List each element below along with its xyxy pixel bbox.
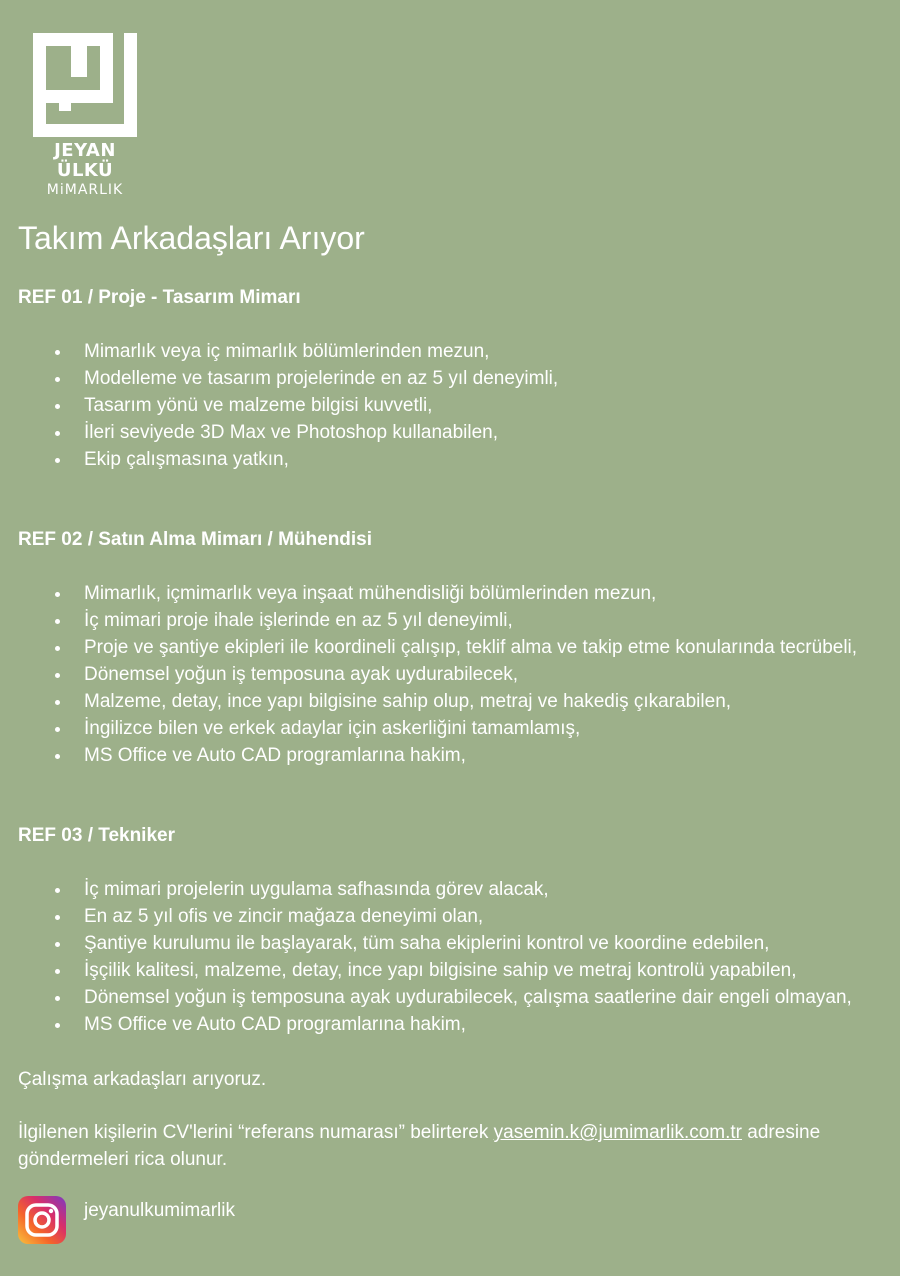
closing-text: Çalışma arkadaşları arıyoruz. (18, 1069, 267, 1090)
list-item: Proje ve şantiye ekipleri ile koordineli çalışıp, teklif alma ve takip etme konularında tecrübeli, (84, 634, 893, 661)
list-item: İleri seviyede 3D Max ve Photoshop kullanabilen, (84, 419, 893, 446)
company-logo (33, 33, 137, 199)
list-item: İngilizce bilen ve erkek adaylar için askerliğini tamamlamış, (84, 715, 893, 742)
list-item: Dönemsel yoğun iş temposuna ayak uydurabilecek, (84, 661, 893, 688)
apply-instructions (18, 1119, 878, 1173)
email-link[interactable]: yasemin.k@jumimarlik.com.tr (493, 1122, 743, 1143)
job-section-ref-02 (18, 528, 893, 769)
list-item: Şantiye kurulumu ile başlayarak, tüm saha ekiplerini kontrol ve koordine edebilen, (84, 930, 893, 957)
requirements-list (18, 338, 893, 473)
list-item: MS Office ve Auto CAD programlarına hakim, (84, 1011, 893, 1038)
apply-text-before: İlgilenen kişilerin CV'lerini “referans numarası” belirterek (18, 1122, 494, 1143)
apply-text-after: adresine göndermeleri rica olunur. (18, 1122, 821, 1170)
requirements-list (18, 580, 893, 769)
list-item: Modelleme ve tasarım projelerinde en az 5 yıl deneyimli, (84, 365, 893, 392)
job-ref-heading: REF 03 / Tekniker (18, 825, 175, 846)
list-item: İç mimari projelerin uygulama safhasında görev alacak, (84, 876, 893, 903)
list-item: Tasarım yönü ve malzeme bilgisi kuvvetli, (84, 392, 893, 419)
list-item: Mimarlık, içmimarlık veya inşaat mühendisliği bölümlerinden mezun, (84, 580, 893, 607)
job-section-ref-03 (18, 824, 893, 1038)
logo-mark (33, 33, 137, 137)
instagram-handle[interactable]: jeyanulkumimarlik (84, 1200, 235, 1221)
job-ref-heading: REF 01 / Proje - Tasarım Mimarı (18, 287, 301, 308)
logo-subtitle: MiMARLIK (46, 182, 124, 198)
list-item: Ekip çalışmasına yatkın, (84, 446, 893, 473)
logo-name: JEYAN ÜLKÜ (54, 140, 116, 181)
list-item: MS Office ve Auto CAD programlarına hakim, (84, 742, 893, 769)
list-item: İç mimari proje ihale işlerinde en az 5 yıl deneyimli, (84, 607, 893, 634)
list-item: Dönemsel yoğun iş temposuna ayak uydurabilecek, çalışma saatlerine dair engeli olmayan, (84, 984, 893, 1011)
list-item: En az 5 yıl ofis ve zincir mağaza deneyimi olan, (84, 903, 893, 930)
job-ref-heading: REF 02 / Satın Alma Mimarı / Mühendisi (18, 529, 373, 550)
list-item: İşçilik kalitesi, malzeme, detay, ince yapı bilgisine sahip ve metraj kontrolü yapabilen, (84, 957, 893, 984)
list-item: Mimarlık veya iç mimarlık bölümlerinden mezun, (84, 338, 893, 365)
list-item: Malzeme, detay, ince yapı bilgisine sahip olup, metraj ve hakediş çıkarabilen, (84, 688, 893, 715)
requirements-list (18, 876, 893, 1038)
instagram-icon[interactable] (18, 1196, 66, 1244)
job-section-ref-01 (18, 286, 893, 473)
page-title: Takım Arkadaşları Arıyor (18, 220, 365, 256)
